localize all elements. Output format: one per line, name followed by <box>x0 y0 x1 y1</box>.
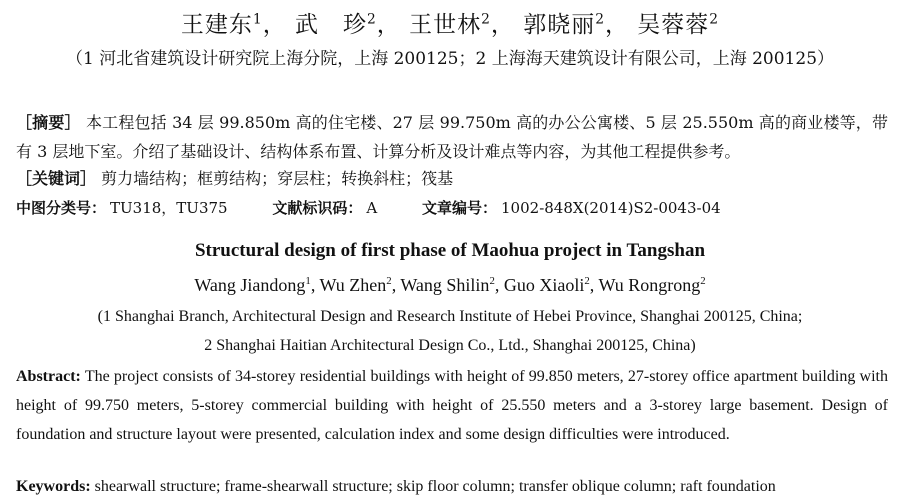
en-keywords-text: shearwall structure; frame-shearwall structure; skip floor column; transfer oblique column; raft foundation <box>94 478 776 495</box>
cn-keywords-label: ［关键词］ <box>16 169 97 188</box>
cn-author: 郭晓丽$^2$ <box>523 11 605 38</box>
en-author: Guo Xiaoli$^2$ <box>503 275 590 295</box>
cn-abstract <box>16 108 888 166</box>
en-affiliation-line-2: 2 Shanghai Haitian Architectural Design Co., Ltd., Shanghai 200125, China) <box>204 337 696 354</box>
en-keywords <box>16 478 776 496</box>
cn-author-line: 王建东$^1$， 武 珍$^2$， 王世林$^2$， 郭晓丽$^2$， 吴蓉蓉$^2$ <box>180 11 720 38</box>
en-author: Wu Zhen$^2$ <box>319 275 392 295</box>
article-no-value: 1002-848X(2014)S2-0043-04 <box>501 199 721 217</box>
en-keywords-label: Keywords: <box>16 478 91 495</box>
cn-author: 王建东$^1$ <box>180 11 263 38</box>
en-author: Wang Shilin$^2$ <box>400 275 495 295</box>
cn-author: 王世林$^2$ <box>409 11 491 38</box>
cn-abstract-label: ［摘要］ <box>16 113 81 132</box>
classification-line <box>16 197 725 218</box>
clc-label: 中图分类号： <box>16 199 107 217</box>
en-author-line: Wang Jiandong$^1$, Wu Zhen$^2$, Wang Shilin$^2$, Guo Xiaoli$^2$, Wu Rongrong$^2$ <box>194 275 706 295</box>
en-abstract-label: Abstract: <box>16 368 81 385</box>
article-no-label: 文章编号： <box>422 199 498 217</box>
en-abstract <box>16 362 888 449</box>
cn-author: 武 珍$^2$ <box>295 11 377 38</box>
en-title: Structural design of first phase of Maohua project in Tangshan <box>194 240 706 261</box>
doc-code-label: 文献标识码： <box>272 199 363 217</box>
doc-code-value: A <box>366 199 378 217</box>
cn-keywords-text: 剪力墙结构；框剪结构；穿层柱；转换斜柱；筏基 <box>101 169 454 188</box>
en-affiliation-line-1: (1 Shanghai Branch, Architectural Design and Research Institute of Hebei Province, Shanghai 200125, China; <box>97 308 803 325</box>
cn-affiliation: （1 河北省建筑设计研究院上海分院，上海 200125；2 上海海天建筑设计有限公司，上海 200125） <box>65 49 835 69</box>
cn-keywords <box>16 166 888 189</box>
en-author: Wang Jiandong$^1$ <box>194 275 311 295</box>
cn-abstract-text: 本工程包括 34 层 99.850m 高的住宅楼、27 层 99.750m 高的办公公寓楼、5 层 25.550m 高的商业楼等，带有 3 层地下室。介绍了基础设计、结构体系布置、计算分析及设计难点等内容，为其他工程提供参考。 <box>16 113 888 161</box>
en-author: Wu Rongrong$^2$ <box>598 275 706 295</box>
cn-author: 吴蓉蓉$^2$ <box>637 11 720 38</box>
clc-value: TU318，TU375 <box>110 199 228 217</box>
en-abstract-text: The project consists of 34-storey residential buildings with height of 99.850 meters, 27-storey office apartment building with height of 99.750 meters, 5-storey commercial building with height of 25.550 meters and a 3-storey large basement. Design of foundation and structure layout were presented, calculation index and some design difficulties were introduced. <box>16 368 888 443</box>
